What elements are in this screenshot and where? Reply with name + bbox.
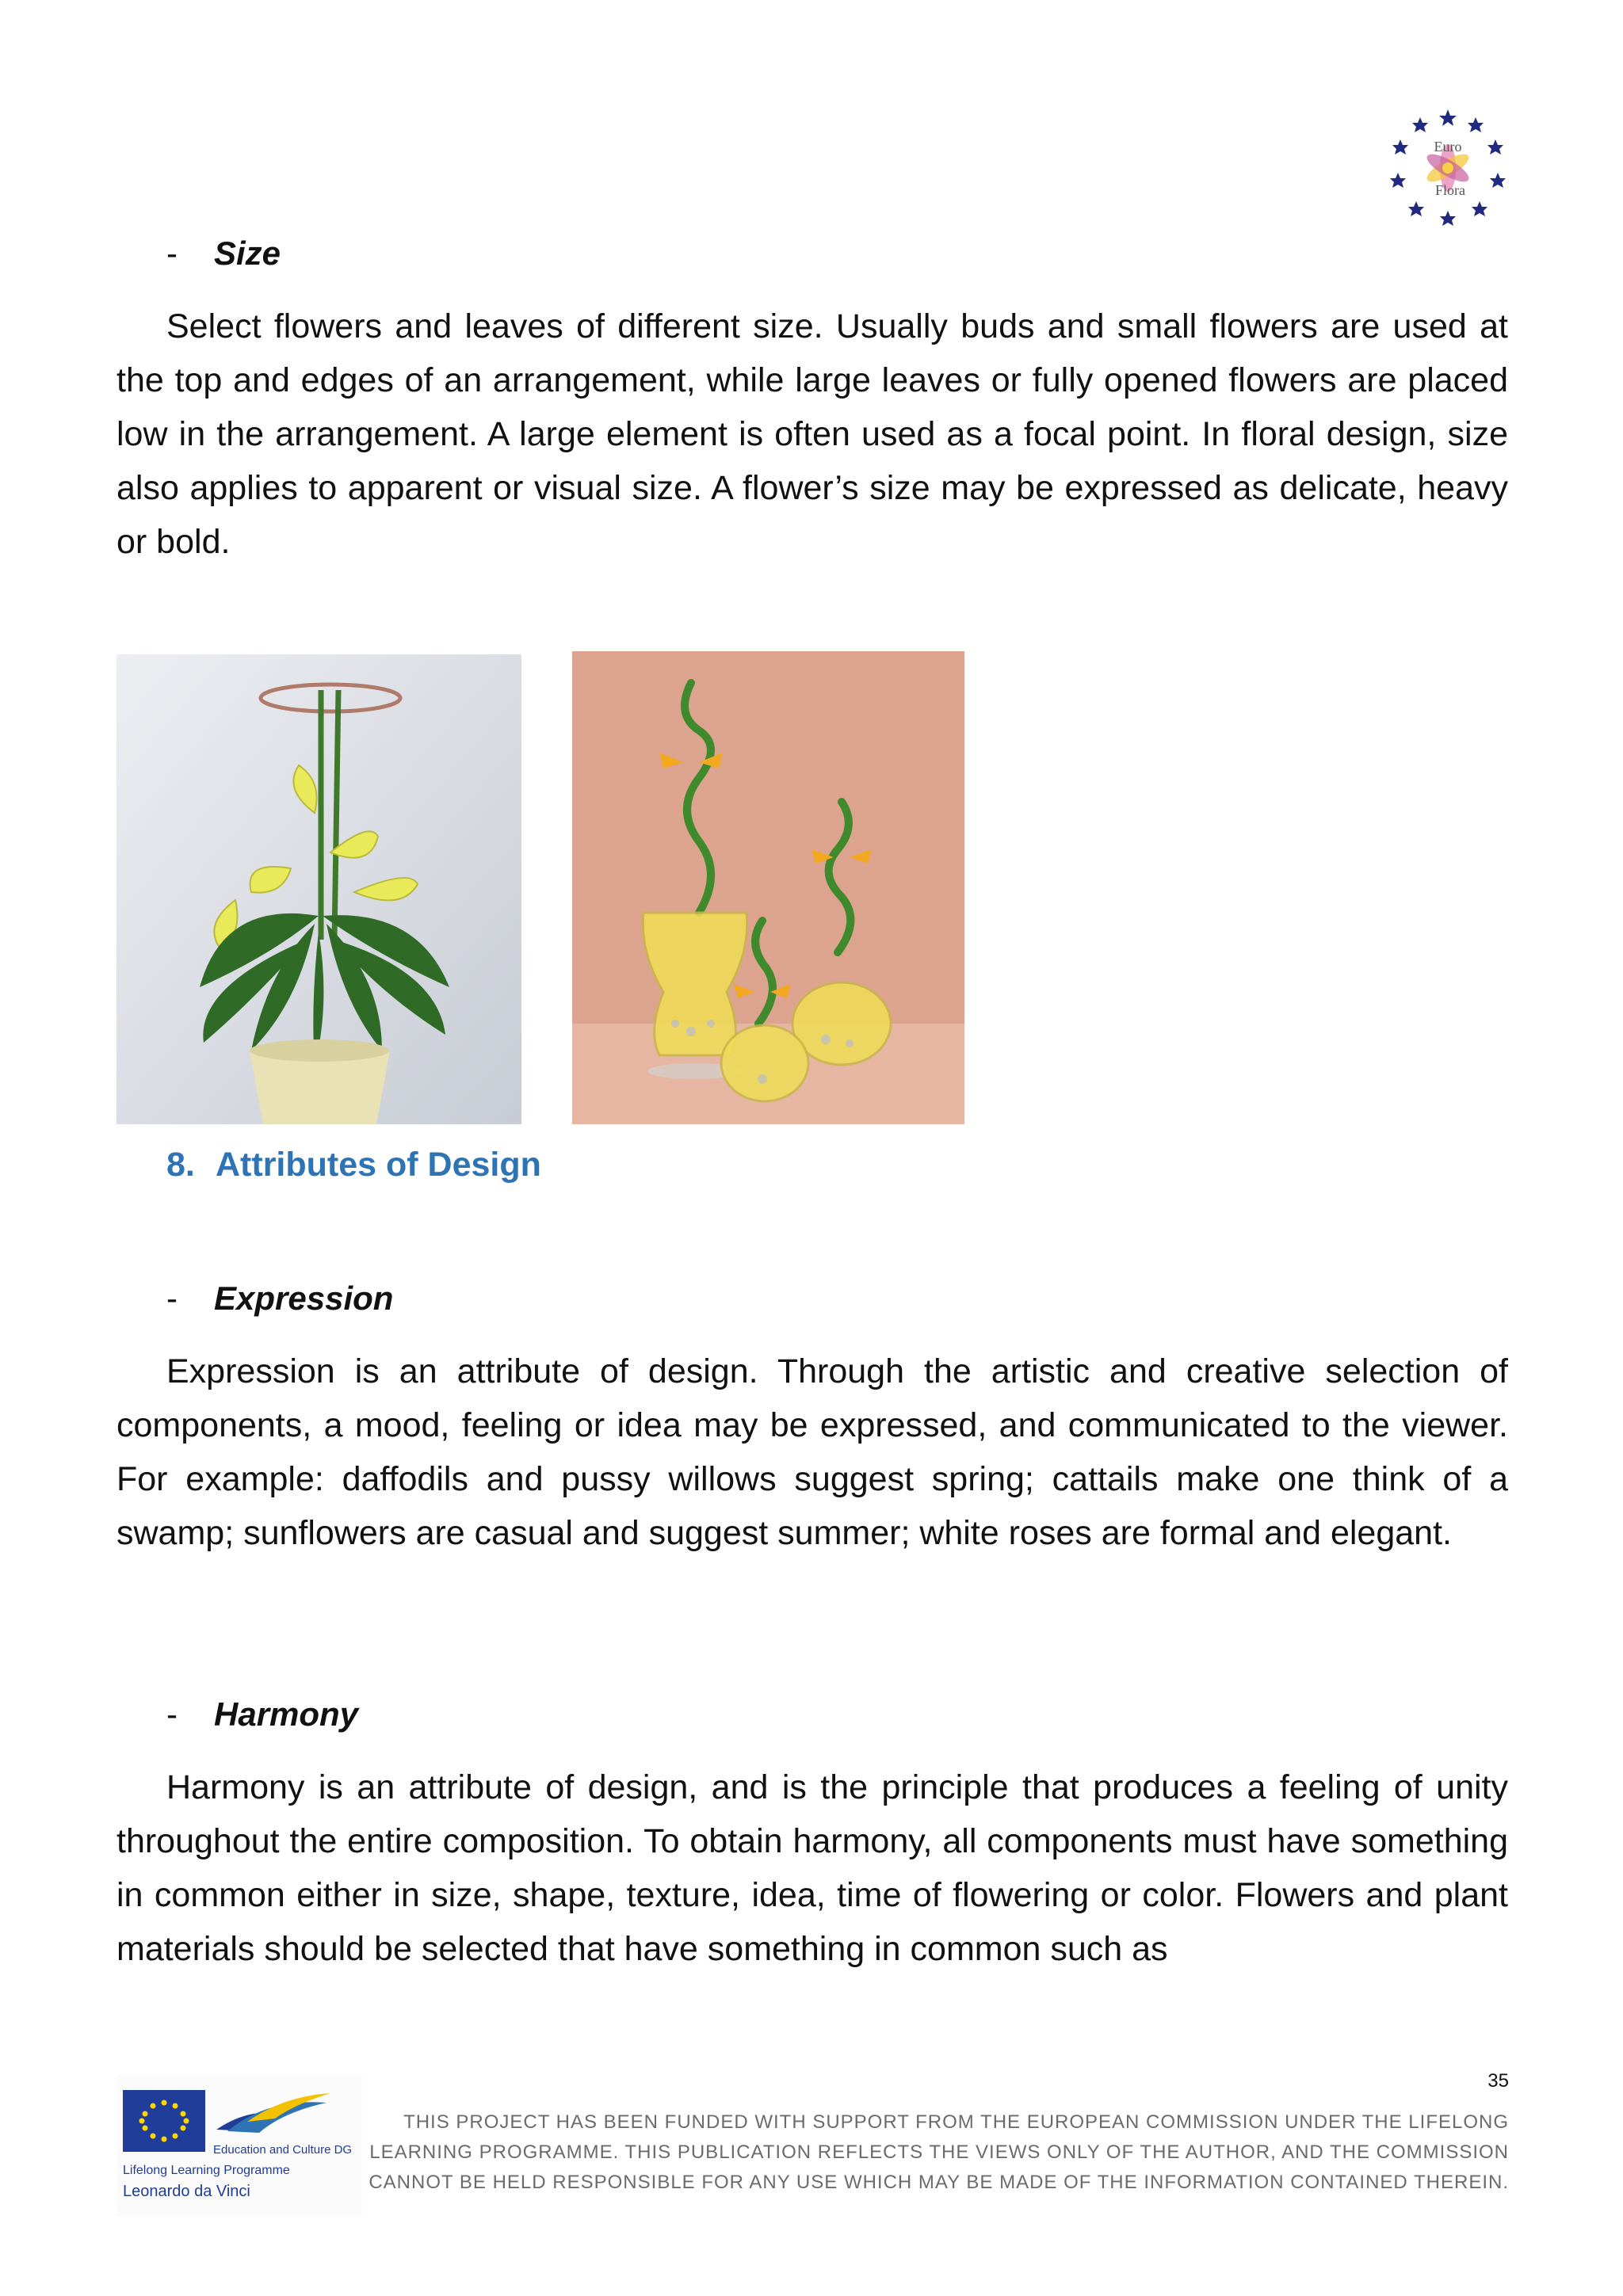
lifelong-learning-logo [116,2074,362,2217]
paragraph-size: Select flowers and leaves of different size. Usually buds and small flowers are used at the top and edges of an arrangement, while large leaves or fully opened flowers are placed low in the arrangement. A large element is often used as a focal point. In floral design, size also applies to apparent or visual size. A flower’s size may be expressed as delicate, heavy or bold. [116,307,1508,561]
bullet-dash: - [166,235,178,272]
logo-text-flora: Flora [1435,182,1465,198]
eu-flag-icon [123,2090,205,2152]
bullet-harmony [166,1695,358,1733]
paragraph-expression: Expression is an attribute of design. Through the artistic and creative selection of components, a mood, feeling or idea may be expressed, and communicated to the viewer. For example: daffodils and pussy willows suggest spring; cattails make one think of a swamp; sunflowers are casual and suggest summer; white roses are formal and elegant. [116,1352,1508,1552]
photo-calla-arrangement [116,654,521,1124]
photo-bamboo-vases [572,651,964,1124]
bullet-term-expression: Expression [214,1280,394,1317]
bullet-size [166,235,281,273]
logo-text-euro: Euro [1434,139,1462,154]
page-number: 35 [1487,2070,1509,2092]
bullet-dash: - [166,1280,178,1317]
bullet-term-size: Size [214,235,281,272]
section-title-text: Attributes of Design [216,1146,541,1184]
funding-disclaimer: THIS PROJECT HAS BEEN FUNDED WITH SUPPORT FROM THE EUROPEAN COMMISSION UNDER THE LIFELONG LEARNING PROGRAMME. THIS PUBLICATION REFLECTS THE VIEWS ONLY OF THE AUTHOR, AND THE COMMISSION CANNOT BE HELD RESPONSIBLE FOR ANY USE WHICH MAY BE MADE OF THE INFORMATION CONTAINED THEREIN. [369,2111,1509,2193]
section-heading [166,1146,541,1184]
section-number: 8. [166,1146,195,1184]
logo-programme-text: Lifelong Learning Programme [123,2164,290,2177]
bullet-term-harmony: Harmony [214,1695,359,1733]
bullet-dash: - [166,1695,178,1733]
bullet-expression [166,1280,393,1318]
logo-leonardo-text: Leonardo da Vinci [123,2183,250,2200]
paragraph-harmony: Harmony is an attribute of design, and is the principle that produces a feeling of unity throughout the entire composition. To obtain harmony, all components must have something in common either in size, shape, texture, idea, time of flowering or color. Flowers and plant materials should be selected that have something in common such as [116,1768,1508,1968]
euro-flora-logo [1388,108,1507,228]
logo-education-text: Education and Culture DG [213,2143,353,2157]
